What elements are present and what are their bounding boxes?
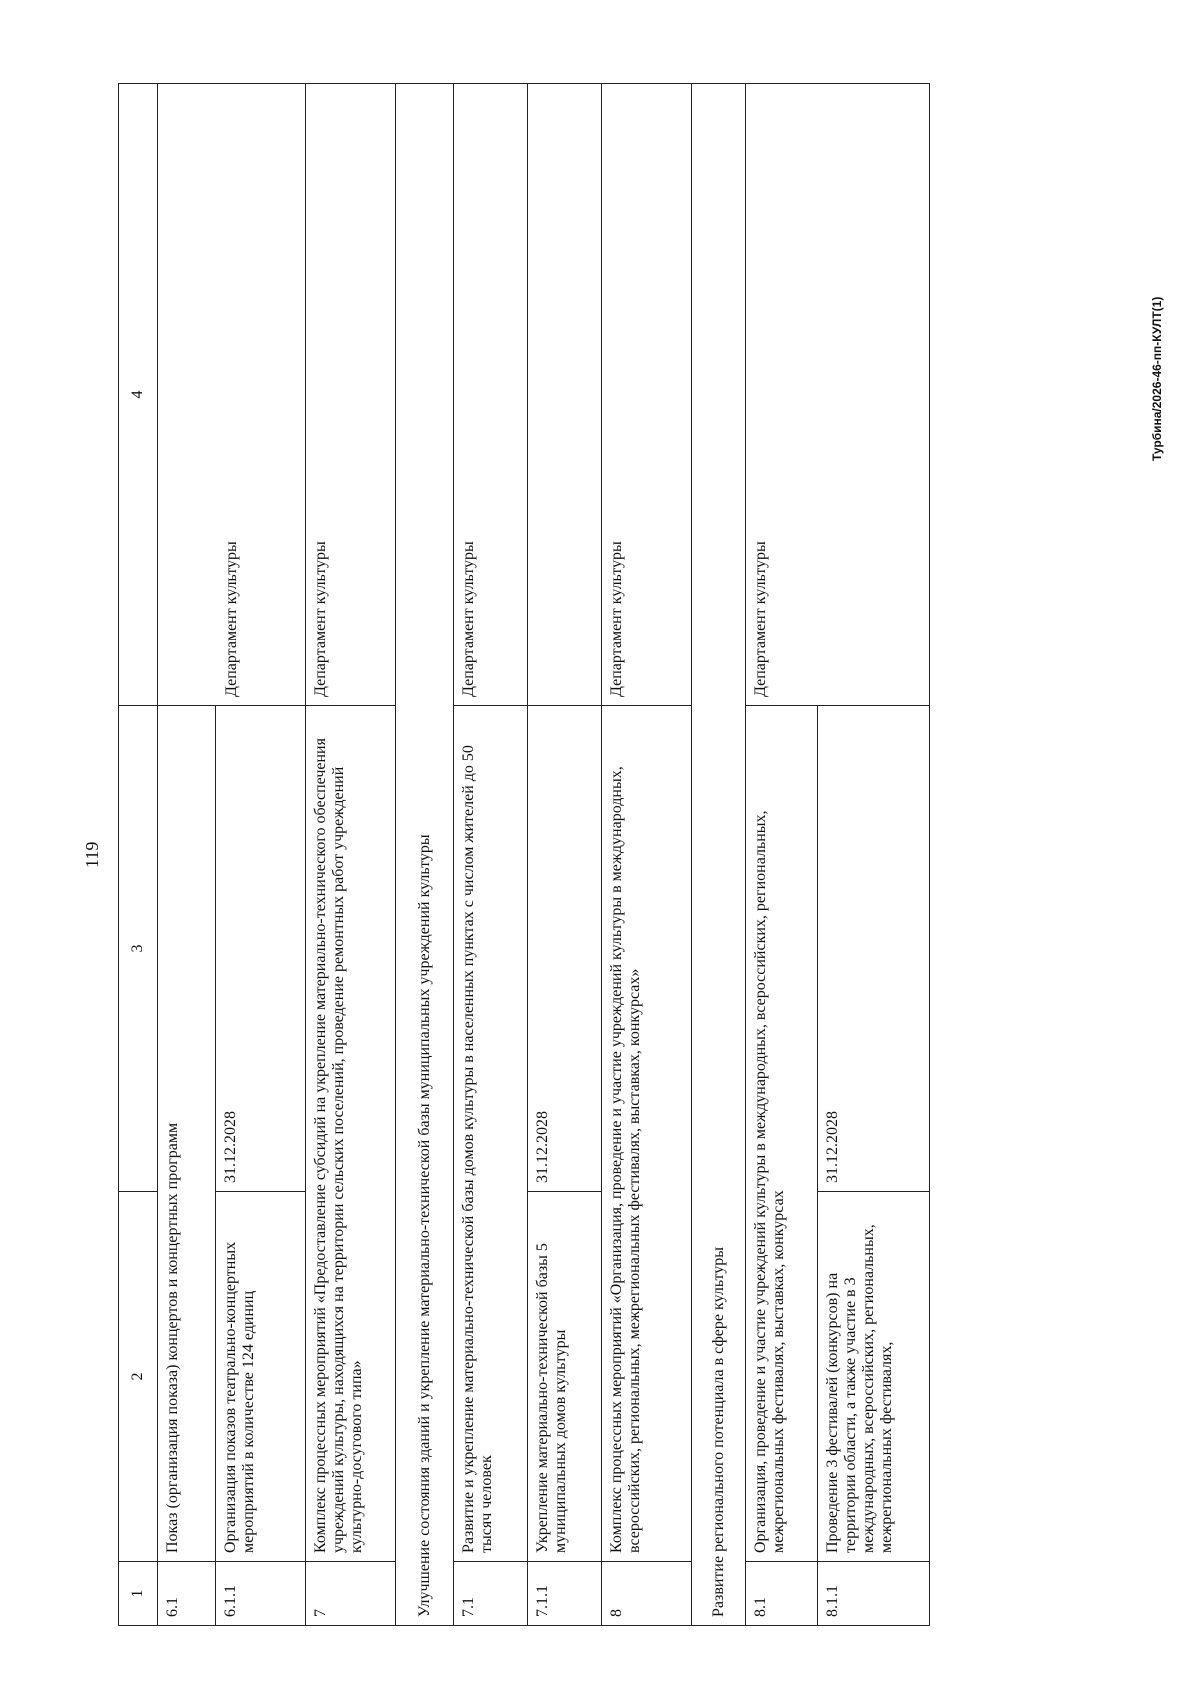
row-department: Департамент культуры [306,84,396,706]
section-goal: Развитие регионального потенциала в сфере культуры [692,84,746,1626]
section-goal: Улучшение состояния зданий и укрепление материально-технической базы муниципальных учреждений культуры [396,84,454,1626]
document-code: Турбина/2026-46-пп-КУЛТ(1) [1150,296,1164,461]
row-department [528,84,602,706]
row-number: 7 [306,1562,396,1626]
table-row [454,84,528,1626]
table-row [528,84,602,1626]
row-number: 6.1.1 [216,1562,306,1626]
table-row [158,84,216,1626]
page-number: 119 [82,841,102,868]
row-number: 8.1.1 [818,1562,930,1626]
row-number: 8.1 [746,1562,818,1626]
row-text: Комплекс процессных мероприятий «Предоставление субсидий на укрепление материально-технического обеспечения учреждений культуры, находящихся на территории сельских поселений, проведение ремонтных работ учреждений культурно-досугового типа» [306,706,396,1562]
header-col-1: 1 [119,1562,158,1626]
row-department: Департамент культуры [602,84,692,706]
row-department: Департамент культуры [158,84,306,706]
header-col-4: 4 [119,84,158,706]
row-date: 31.12.2028 [216,706,306,1192]
row-date: 31.12.2028 [528,706,602,1192]
row-text: Развитие и укрепление материально-технической базы домов культуры в населенных пунктах с числом жителей до 50 тысяч человек [454,706,528,1562]
header-col-2: 2 [119,1192,158,1562]
header-col-3: 3 [119,706,158,1192]
table-row [746,84,818,1626]
row-department: Департамент культуры [746,84,930,706]
row-number: 8 [602,1562,692,1626]
row-date: 31.12.2028 [818,706,930,1192]
row-text: Организация, проведение и участие учреждений культуры в международных, всероссийских, региональных, межрегиональных фестивалях, выставках, конкурсах [746,706,818,1562]
table-row [602,84,692,1626]
row-number: 6.1 [158,1562,216,1626]
row-text: Показ (организация показа) концертов и концертных программ [158,706,216,1562]
row-number: 7.1 [454,1562,528,1626]
row-text: Организация показов театрально-концертных мероприятий в количестве 124 единиц [216,1192,306,1562]
plan-table [118,83,930,1626]
row-number: 7.1.1 [528,1562,602,1626]
row-text: Проведение 3 фестивалей (конкурсов) на территории области, а также участие в 3 международных, всероссийских, региональных, межрегиональных фестивалях, [818,1192,930,1562]
table-row [692,84,746,1626]
row-text: Укрепление материально-технической базы 5 муниципальных домов культуры [528,1192,602,1562]
table-header-row [119,84,158,1626]
row-department: Департамент культуры [454,84,528,706]
row-text: Комплекс процессных мероприятий «Организация, проведение и участие учреждений культуры в международных, всероссийских, региональных, межрегиональных фестивалях, выставках, конкурсах» [602,706,692,1562]
table-row [396,84,454,1626]
table-row [306,84,396,1626]
